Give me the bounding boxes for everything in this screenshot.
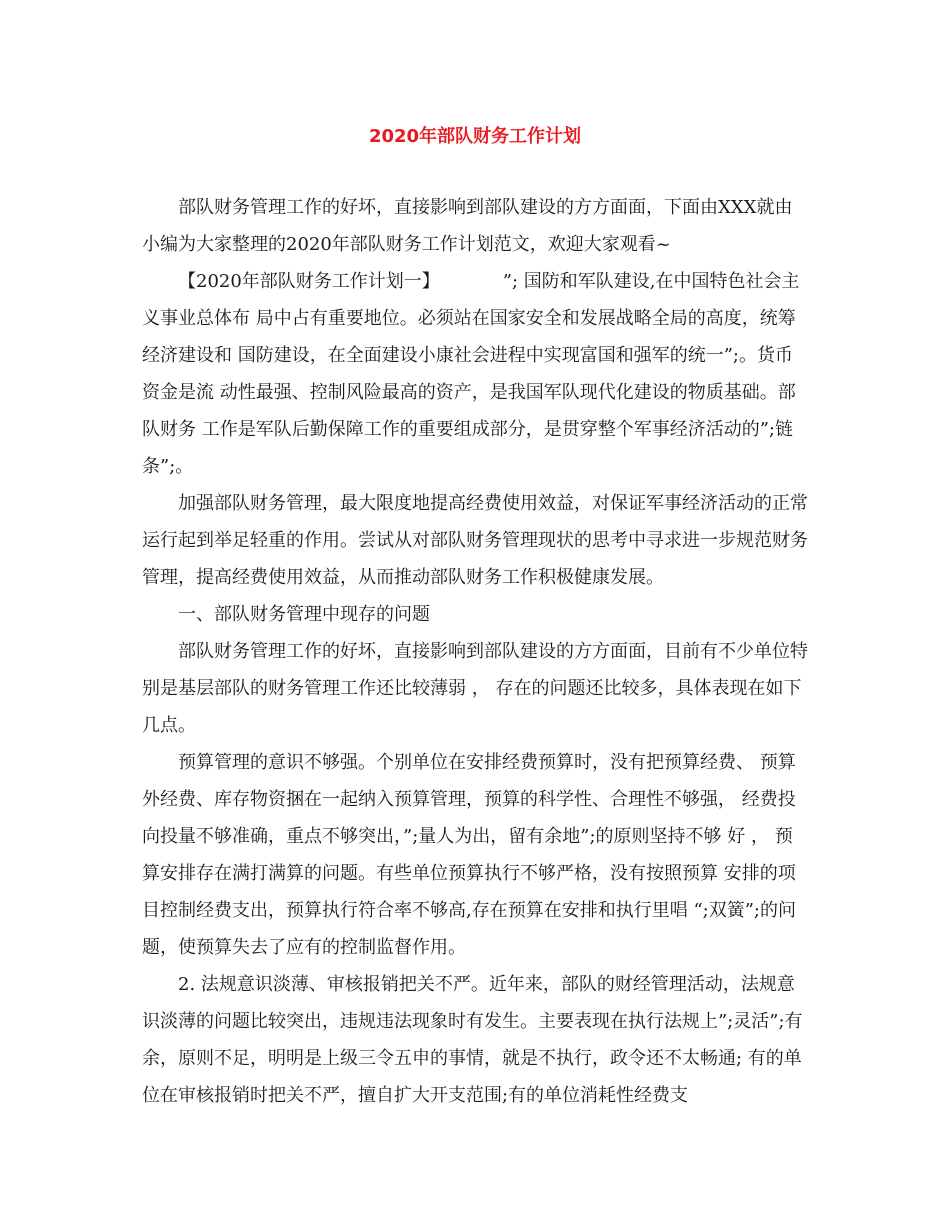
paragraph: 2. 法规意识淡薄、审核报销把关不严。近年来，部队的财经管理活动，法规意识淡薄的问题比较突出，违规违法现象时有发生。主要表现在执行法规上”;灵活”;有余，原则不足，明明是上级三令五申的事情，就是不执行，政令还不太畅通; 有的单位在审核报销时把关不严，擅自扩大开支范围;有的单位消耗性经费支 — [142, 974, 803, 1106]
paragraph: 部队财务管理工作的好坏，直接影响到部队建设的方方面面，目前有不少单位特别是基层部队的财务管理工作还比较薄弱 ， 存在的问题还比较多，具体表现在如下几点。 — [142, 641, 808, 736]
paragraph: 预算管理的意识不够强。个别单位在安排经费预算时，没有把预算经费、 预算外经费、库存物资捆在一起纳入预算管理，预算的科学性、合理性不够强， 经费投向投量不够准确，重点不够突出，”;量人为出，留有余地”;的原则坚持不够 好 ， 预算安排存在满打满算的问题。有些单位预算执行不够严格，没有按照预算 安排的项目控制经费支出，预算执行符合率不够高,存在预算在安排和执行里唱 “;双簧”;的问题，使预算失去了应有的控制监督作用。 — [142, 752, 796, 958]
document-title: 2020年部队财务工作计划 — [368, 126, 582, 147]
document-body — [142, 189, 810, 1114]
paragraph: 部队财务管理工作的好坏，直接影响到部队建设的方方面面，下面由XXX就由小编为大家整理的2020年部队财务工作计划范文，欢迎大家观看~ — [142, 197, 793, 255]
paragraph: 【2020年部队财务工作计划一】 ”; 国防和军队建设,在中国特色社会主义事业总体布 局中占有重要地位。必须站在国家安全和发展战略全局的高度，统筹经济建设和 国防建设，在全面建设小康社会进程中实现富国和强军的统一”;。货币资金是流 动性最强、控制风险最高的资产，是我国军队现代化建设的物质基础。部队财务 工作是军队后勤保障工作的重要组成部分，是贯穿整个军事经济活动的”;链条”;。 — [142, 271, 800, 477]
paragraph: 加强部队财务管理，最大限度地提高经费使用效益，对保证军事经济活动的正常 运行起到举足轻重的作用。尝试从对部队财务管理现状的思考中寻求进一步规范财务管理，提高经费使用效益，从而推动部队财务工作积极健康发展。 — [142, 493, 808, 588]
section-heading: 一、部队财务管理中现存的问题 — [178, 604, 430, 625]
